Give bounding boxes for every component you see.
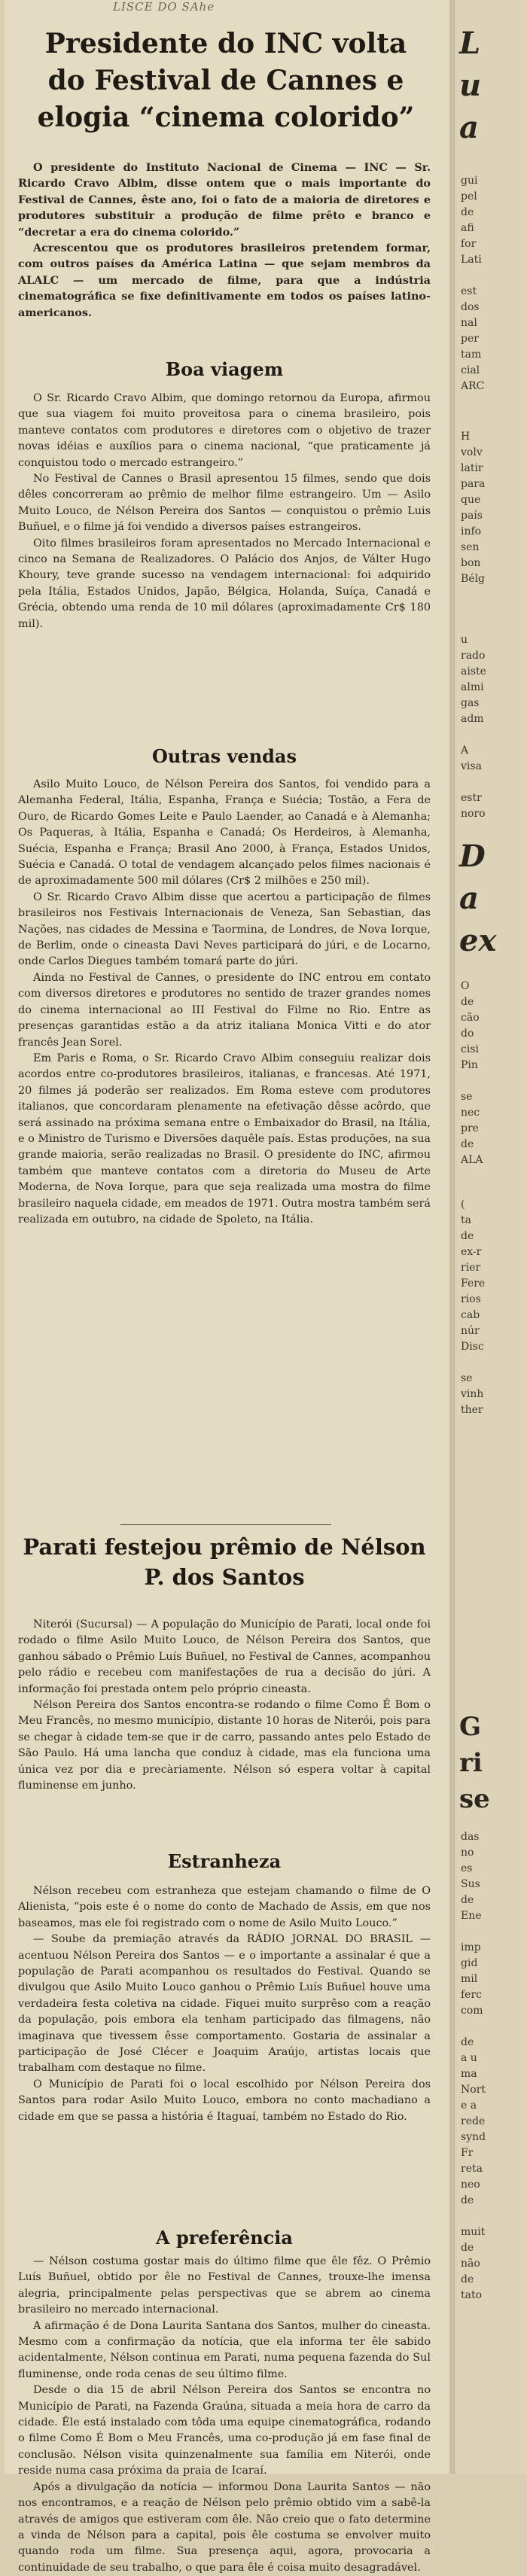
- adjacent-text-fragment: H volv latir para que país info sen bon Bélg: [461, 431, 486, 585]
- headline-line: Presidente do INC volta: [44, 28, 407, 59]
- adjacent-headline-fragment: D a ex: [459, 839, 497, 958]
- paragraph: O Sr. Ricardo Cravo Albim disse que acertou a participação de filmes brasileiros nos Festivais Internacionais de Veneza, San Sebastian, das Nações, nas cidades de Messina e Taormina, de Londres, de Nova Iorque, de Berlim, onde o cineasta Davi Neves participará do júri, e de Locarno, onde Carlos Diegues também tomará parte do júri.: [18, 891, 431, 968]
- paragraph: O Sr. Ricardo Cravo Albim, que domingo retornou da Europa, afirmou que sua viagem foi muito proveitosa para o cinema brasileiro, pois manteve contatos com produtores e diretores com o objetivo de trazer novas idéias e auxílios para o cinema nacional, “que praticamente já conquistou todo o mercado estrangeiro.”: [18, 392, 431, 469]
- adjacent-headline-fragment: L u a: [459, 26, 482, 145]
- paragraph: Asilo Muito Louco, de Nélson Pereira dos Santos, foi vendido para a Alemanha Federal, Itália, Espanha, França e Suécia; Tostão, a Fera de Ouro, de Ricardo Gomes Leite e Paulo Laender, ao Canadá e à Alemanha; Os Paqueras, à Itália, Espanha e Canadá; Os Herdeiros, à Alemanha, Suécia, Espanha e França; Brasil Ano 2000, à França, Estados Unidos, Suécia e Canadá. O total de vendagem alcançado pelos filmes nacionais é de aproximadamente 500 mil dólares (Cr$ 2 milhões e 250 mil).: [18, 778, 431, 888]
- section-title-boa-viagem: Boa viagem: [165, 358, 284, 380]
- paragraph: Após a divulgação da notícia — informou Dona Laurita Santos — não nos encontramos, e a reação de Nélson pelo prêmio obtido vim a sabê-la através de amigos que estiveram com êle. Não creio que o fato determine a vinda de Nélson para a capital, pois êle costuma se envolver muito quando roda um filme. Sua presença aqui, agora, provocaria a continuidade de seu trabalho, o que para êle é coisa muito desagradável.: [18, 2480, 431, 2574]
- top-cut-text: LISCE DO SAhe: [113, 0, 215, 14]
- paragraph: No Festival de Cannes o Brasil apresentou 15 filmes, sendo que dois dêles concorreram ao prêmio de melhor filme estrangeiro. Um — Asilo Muito Louco, de Nélson Pereira dos Santos — conquistou o prêmio Luis Buñuel, e o filme já foi vendido a diversos países estrangeiros.: [18, 473, 431, 534]
- section-title-estranheza: Estranheza: [167, 1850, 282, 1872]
- section-title-parati: Parati festejou prêmio de Nélson P. dos Santos: [23, 1534, 426, 1590]
- headline: [23, 26, 429, 136]
- paragraph: O Município de Parati foi o local escolhido por Nélson Pereira dos Santos para rodar Asilo Muito Louco, embora no conto machadiano a cidade em que se passa a história é Itaguaí, também no Estado do Rio.: [18, 2078, 431, 2123]
- fold-line: [450, 0, 455, 2474]
- adjacent-text-fragment: das no es Sus de Ene imp gid mil ferc com de a u ma Nort e a rede synd Fr reta neo de muit de não de tato: [461, 1831, 486, 2301]
- paragraph: Em Paris e Roma, o Sr. Ricardo Cravo Albim conseguiu realizar dois acordos entre co-produtores brasileiros, italianas, e francesas. Até 1971, 20 filmes já poderão ser realizados. Em Roma esteve com produtores italianos, que concordaram plenamente na efetivação dêsse acôrdo, que será assinado na próxima semana entre o Embaixador do Brasil, na Itália, e o Ministro de Turismo e Diversões daquêle país. Estas produções, na sua grande maioria, serão realizadas no Brasil. O presidente do INC, afirmou também que manteve contatos com a diretoria do Museu de Arte Moderna, de Nova Iorque, para que seja realizada uma mostra do filme brasileiro naquela cidade, em meados de 1971. Outra mostra também será realizada em outubro, na cidade de Spoleto, na Itália.: [18, 1052, 431, 1226]
- section-estranheza: [18, 1883, 431, 2125]
- section-boa-viagem: [18, 391, 431, 632]
- adjacent-text-fragment: gui pel de afi for Lati est dos nal per tam cial ARC: [461, 175, 485, 392]
- paragraph: A afirmação é de Dona Laurita Santana dos Santos, mulher do cineasta. Mesmo com a confirmação da notícia, que ela informa ter êle sabido acidentalmente, Nélson continua em Parati, numa pequena fazenda do Sul fluminense, onde roda cenas de seu último filme.: [18, 2319, 431, 2380]
- section-outras-vendas: [18, 777, 431, 1228]
- section-divider: [120, 1524, 331, 1525]
- headline-line: do Festival de Cannes e: [47, 65, 404, 96]
- lead-paragraphs: [18, 160, 431, 321]
- paragraph: Desde o dia 15 de abril Nélson Pereira dos Santos se encontra no Município de Parati, na Fazenda Graúna, situada a meia hora de carro da cidade. Êle está instalado com tôda uma equipe cinematográfica, rodando o filme Como É Bom o Meu Francês, uma co-produção já em fase final de conclusão. Nélson visita quinzenalmente sua família em Niterói, onde reside numa casa próxima da praia de Icaraí.: [18, 2384, 431, 2477]
- adjacent-text-fragment: O de cão do cisi Pin se nec pre de ALA: [461, 980, 483, 1166]
- section-parati: [18, 1617, 431, 1794]
- paragraph: Nélson recebeu com estranheza que estejam chamando o filme de O Alienista, “pois este é o nome do conto de Machado de Assis, em que nos baseamos, mas ele foi registrado com o nome de Asilo Muito Louco.”: [18, 1885, 431, 1929]
- lead-paragraph: O presidente do Instituto Nacional de Cinema — INC — Sr. Ricardo Cravo Albim, disse ontem que o mais importante do Festival de Cannes, êste ano, foi o fato de a maioria de diretores e produtores substituir a produção de filme prêto e branco e “decretar a era do cinema colorido.”: [18, 161, 431, 239]
- section-title-preferencia: A preferência: [156, 2227, 293, 2249]
- adjacent-column-strip: [456, 0, 527, 2474]
- adjacent-headline-fragment: G ri se: [459, 1712, 490, 1814]
- headline-line: elogia “cinema colorido”: [37, 102, 415, 133]
- adjacent-text-fragment: u rado aiste almi gas adm A visa estr noro: [461, 634, 486, 820]
- paragraph: — Nélson costuma gostar mais do último filme que êle fêz. O Prêmio Luís Buñuel, obtido por êle no Festival de Cannes, trouxe-lhe imensa alegria, principalmente pelas perspectivas que se abrem ao cinema brasileiro no mercado internacional.: [18, 2255, 431, 2316]
- section-preferencia: [18, 2254, 431, 2576]
- adjacent-text-fragment: ( ta de ex-r rier Fere rios cab núr Disc se vinh ther: [461, 1198, 486, 1416]
- lead-paragraph: Acrescentou que os produtores brasileiros pretendem formar, com outros países da América Latina — que sejam membros da ALALC — um mercado de filme, para que a indústria cinematográfica se fixe definitivamente em todos os países latino-americanos.: [18, 242, 431, 319]
- paragraph: Nélson Pereira dos Santos encontra-se rodando o filme Como É Bom o Meu Francês, no mesmo município, distante 10 horas de Niterói, pois para se chegar à cidade tem-se que ir de carro, passando antes pelo Estado de São Paulo. Há uma lancha que conduz à cidade, mas ela funciona uma única vez por dia e precàriamente. Nélson só espera voltar à capital fluminense em junho.: [18, 1699, 431, 1792]
- paragraph: Oito filmes brasileiros foram apresentados no Mercado Internacional e cinco na Semana de Realizadores. O Palácio dos Anjos, de Válter Hugo Khoury, teve grande sucesso na vendagem internacional: foi adquirido pela Itália, Estados Unidos, Japão, Bélgica, Holanda, Suíça, Canadá e Grécia, obtendo uma renda de 10 mil dólares (aproximadamente Cr$ 180 mil).: [18, 537, 431, 630]
- paragraph: Niterói (Sucursal) — A população do Município de Parati, local onde foi rodado o filme Asilo Muito Louco, de Nélson Pereira dos Santos, que ganhou sábado o Prêmio Luís Buñuel, no Festival de Cannes, acompanhou pelo rádio e recebeu com manifestações de rua a decisão do júri. A informação foi prestada ontem pelo próprio cineasta.: [18, 1618, 431, 1695]
- paragraph: — Soube da premiação através da RÁDIO JORNAL DO BRASIL — acentuou Nélson Pereira dos Santos — e o importante a assinalar é que a população de Parati acompanhou os resultados do Festival. Quando se divulgou que Asilo Muito Louco ganhou o Prêmio Luís Buñuel houve uma verdadeira festa coletiva na cidade. Fiquei muito surprêso com a reação da população, pois embora ela tenham participado das filmagens, não imaginava que tivessem êsse comportamento. Gostaria de assinalar a participação de José Clécer e Joaquim Araújo, artistas locais que trabalham com destaque no filme.: [18, 1933, 431, 2075]
- section-title-outras-vendas: Outras vendas: [151, 745, 297, 767]
- paragraph: Ainda no Festival de Cannes, o presidente do INC entrou em contato com diversos diretores e produtores no sentido de trazer grandes nomes do cinema internacional ao III Festival do Filme no Rio. Entre as presenças garantidas estão a da atriz italiana Monica Vitti e do ator francês Jean Sorel.: [18, 971, 431, 1049]
